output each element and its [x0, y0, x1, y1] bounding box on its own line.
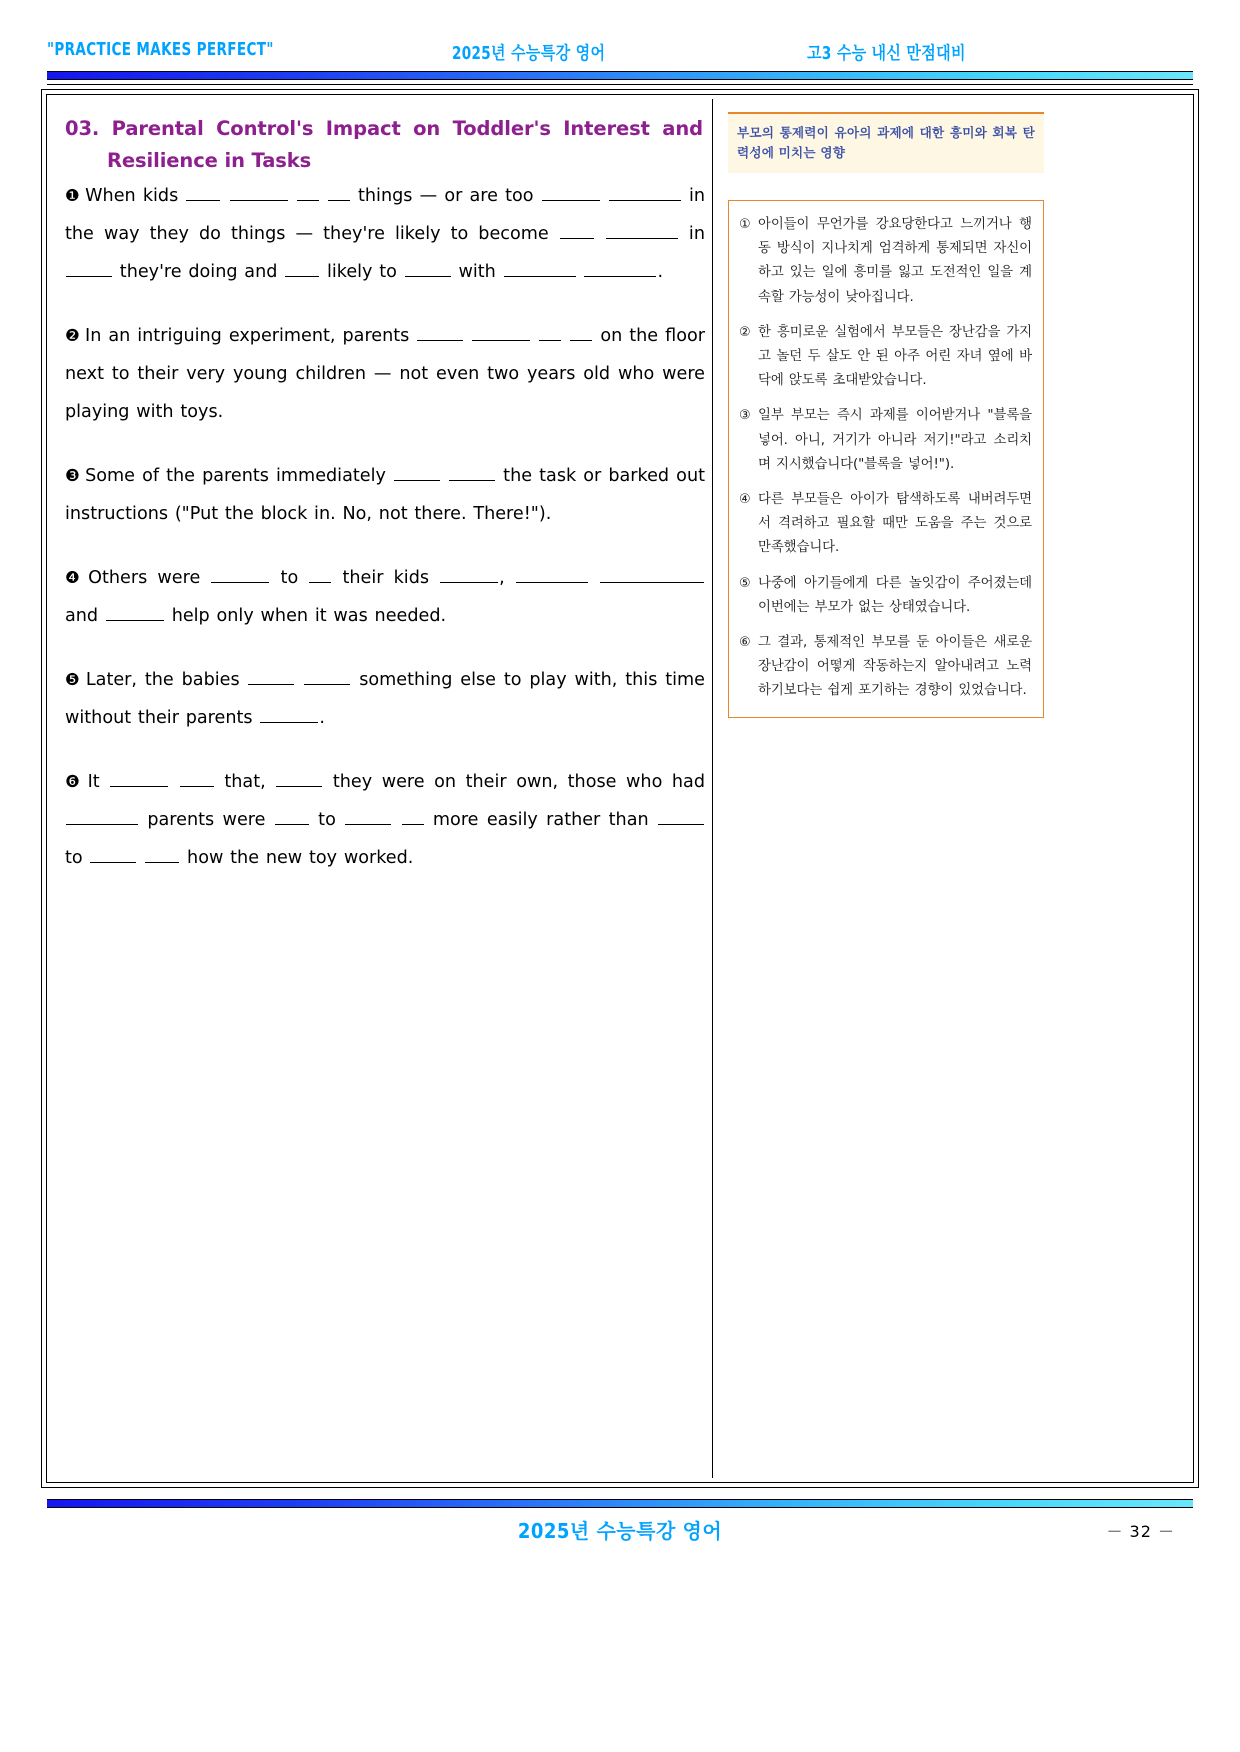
answer-blank[interactable]: [560, 224, 594, 239]
answer-blank[interactable]: [542, 186, 600, 201]
korean-item-text: 다른 부모들은 아이가 탐색하도록 내버려두면서 격려하고 필요할 때만 도움을 주는 것으로 만족했습니다.: [758, 492, 1032, 556]
korean-item-marker: ②: [739, 324, 751, 340]
answer-blank[interactable]: [609, 186, 681, 201]
answer-blank[interactable]: [180, 772, 214, 787]
answer-blank[interactable]: [516, 568, 588, 583]
page-header: [47, 40, 1193, 86]
passage-marker: ❺: [65, 670, 81, 689]
header-book-title: 2025년 수능특강 영어: [452, 44, 606, 64]
answer-blank[interactable]: [275, 810, 309, 825]
answer-blank[interactable]: [570, 326, 592, 341]
worksheet-frame: [41, 89, 1199, 1488]
answer-blank[interactable]: [504, 262, 576, 277]
korean-item-text: 그 결과, 통제적인 부모를 둔 아이들은 새로운 장난감이 어떻게 작동하는지 알아내려고 노력하기보다는 쉽게 포기하는 경향이 있었습니다.: [758, 635, 1032, 699]
passage-paragraph: ❸ Some of the parents immediately the task or barked out instructions ("Put the block in. No, not there. There!").: [65, 466, 705, 524]
question-title-line1: [62, 113, 707, 145]
korean-item-marker: ⑤: [739, 575, 751, 591]
footer-gradient-bar: [47, 1499, 1193, 1508]
passage-marker: ❻: [65, 772, 83, 791]
answer-blank[interactable]: [211, 568, 269, 583]
answer-blank[interactable]: [658, 810, 704, 825]
answer-blank[interactable]: [472, 326, 530, 341]
answer-blank[interactable]: [402, 810, 424, 825]
korean-list-item: [739, 631, 1032, 704]
korean-item-marker: ④: [739, 492, 751, 508]
passage-marker: ❹: [65, 568, 84, 587]
answer-blank[interactable]: [606, 224, 678, 239]
answer-blank[interactable]: [145, 848, 179, 863]
passage-paragraph: ❷ In an intriguing experiment, parents on the floor next to their very young children — not even two years old who were playing with toys.: [65, 326, 705, 422]
answer-blank[interactable]: [304, 670, 350, 685]
korean-item-marker: ①: [739, 217, 751, 232]
question-title-text1: Parental Control's Impact on Toddler's Interest and: [111, 117, 703, 140]
answer-blank[interactable]: [248, 670, 294, 685]
korean-translation-list: [728, 200, 1044, 718]
answer-blank[interactable]: [449, 466, 495, 481]
answer-blank[interactable]: [600, 568, 704, 583]
answer-blank[interactable]: [90, 848, 136, 863]
answer-blank[interactable]: [110, 772, 168, 787]
passage-marker: ❷: [65, 326, 80, 345]
header-subtitle: 고3 수능 내신 만점대비: [807, 44, 966, 64]
passage-paragraph: ❹ Others were to their kids , and help only when it was needed.: [62, 559, 707, 635]
answer-blank[interactable]: [417, 326, 463, 341]
page-footer: [47, 1499, 1193, 1559]
korean-list-item: [739, 488, 1032, 561]
answer-blank[interactable]: [309, 568, 331, 583]
answer-blank[interactable]: [66, 810, 138, 825]
answer-blank[interactable]: [345, 810, 391, 825]
passage-paragraph: ❻ It that, they were on their own, those who had parents were to more easily rather than to how the new toy worked.: [65, 772, 705, 868]
answer-blank[interactable]: [66, 262, 112, 277]
answer-blank[interactable]: [186, 186, 220, 201]
korean-item-text: 나중에 아기들에게 다른 놀잇감이 주어졌는데 이번에는 부모가 없는 상태였습니다.: [758, 575, 1032, 615]
korean-list-item: [739, 572, 1032, 620]
column-divider: [712, 99, 713, 1478]
passage-paragraph: ❶ When kids things — or are too in the way they do things — they're likely to become in they're doing and likely to with .: [65, 186, 706, 282]
answer-blank[interactable]: [405, 262, 451, 277]
passage-list: [62, 177, 707, 877]
answer-blank[interactable]: [297, 186, 319, 201]
answer-blank[interactable]: [285, 262, 319, 277]
passage-marker: ❶: [65, 186, 81, 205]
korean-sidebar: [728, 112, 1046, 718]
question-title-line2: Resilience in Tasks: [107, 149, 312, 172]
answer-blank[interactable]: [440, 568, 498, 583]
korean-topic-title: 부모의 통제력이 유아의 과제에 대한 흥미와 회복 탄력성에 미치는 영향: [728, 112, 1044, 173]
answer-blank[interactable]: [260, 708, 318, 723]
header-gradient-bar: [47, 71, 1193, 80]
question-number: 03.: [65, 117, 100, 140]
answer-blank[interactable]: [539, 326, 561, 341]
korean-list-item: [739, 404, 1032, 477]
passage-paragraph: ❺ Later, the babies something else to play with, this time without their parents .: [65, 670, 705, 728]
korean-item-text: 일부 부모는 즉시 과제를 이어받거나 "블록을 넣어. 아니, 거기가 아니라 저기!"라고 소리치며 지시했습니다("블록을 넣어!").: [758, 408, 1032, 472]
answer-blank[interactable]: [276, 772, 322, 787]
header-rule: [47, 84, 1193, 85]
passage-marker: ❸: [65, 466, 81, 485]
english-passage-column: [62, 113, 707, 877]
answer-blank[interactable]: [394, 466, 440, 481]
korean-item-text: 아이들이 무언가를 강요당한다고 느끼거나 행동 방식이 지나치게 엄격하게 통제되면 자신이 하고 있는 일에 흥미를 잃고 도전적인 일을 계속할 가능성이 낮아집니다.: [758, 217, 1032, 305]
header-text-row: [47, 40, 1193, 70]
footer-book-title: 2025년 수능특강 영어: [517, 1519, 723, 1543]
korean-list-item: [739, 321, 1032, 394]
korean-item-text: 한 흥미로운 실험에서 부모들은 장난감을 가지고 놀던 두 살도 안 된 아주 어린 자녀 옆에 바닥에 앉도록 초대받았습니다.: [758, 324, 1032, 389]
korean-list-item: [739, 213, 1032, 310]
korean-item-marker: ⑥: [739, 635, 751, 651]
answer-blank[interactable]: [230, 186, 288, 201]
answer-blank[interactable]: [584, 262, 656, 277]
answer-blank[interactable]: [328, 186, 350, 201]
korean-item-marker: ③: [739, 408, 751, 424]
header-slogan: "PRACTICE MAKES PERFECT": [47, 40, 274, 60]
page-number: － 32 －: [1106, 1522, 1175, 1541]
answer-blank[interactable]: [106, 606, 164, 621]
